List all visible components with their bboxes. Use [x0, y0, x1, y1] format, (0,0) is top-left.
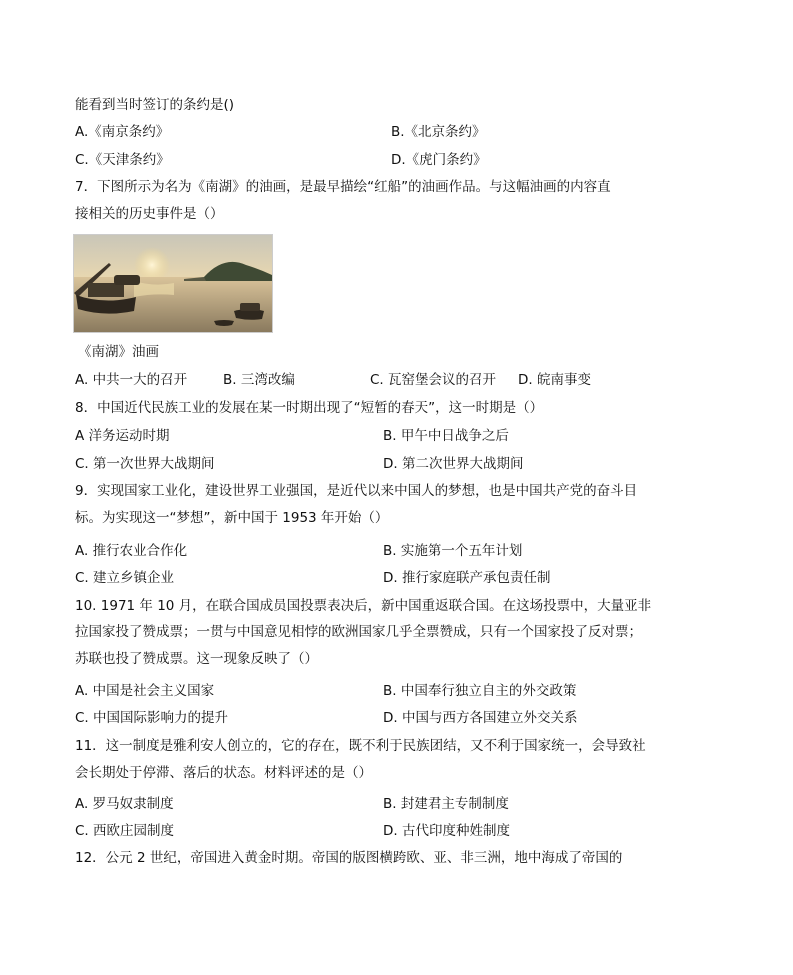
q9-option-a: A. 推行农业合作化 — [75, 543, 188, 559]
q7-stem-line2: 接相关的历史事件是（） — [75, 206, 224, 222]
q10-stem-line3: 苏联也投了赞成票。这一现象反映了（） — [75, 651, 318, 667]
q9-stem-line1: 9．实现国家工业化，建设世界工业强国，是近代以来中国人的梦想，也是中国共产党的奋斗目 — [75, 483, 638, 499]
q10-option-c: C. 中国国际影响力的提升 — [75, 710, 229, 726]
q11-stem-line1: 11．这一制度是雅利安人创立的，它的存在，既不利于民族团结，又不利于国家统一，会导致社 — [75, 738, 646, 754]
q10-option-b: B. 中国奉行独立自主的外交政策 — [383, 683, 577, 699]
q9-option-d: D. 推行家庭联产承包责任制 — [383, 570, 551, 586]
q11-option-a: A. 罗马奴隶制度 — [75, 796, 174, 812]
q12-stem-line1: 12．公元 2 世纪，帝国进入黄金时期。帝国的版图横跨欧、亚、非三洲，地中海成了帝国的 — [75, 850, 623, 866]
q9-option-c: C. 建立乡镇企业 — [75, 570, 175, 586]
q8-option-b: B. 甲午中日战争之后 — [383, 428, 509, 444]
q7-caption: 《南湖》油画 — [78, 344, 159, 360]
q8-stem: 8．中国近代民族工业的发展在某一时期出现了“短暂的春天”，这一时期是（） — [75, 400, 544, 416]
q7-option-b: B. 三湾改编 — [223, 372, 295, 388]
q6-option-a: A.《南京条约》 — [75, 124, 170, 140]
q6-option-b: B.《北京条约》 — [391, 124, 486, 140]
south-lake-painting — [73, 234, 273, 333]
q8-option-d: D. 第二次世界大战期间 — [383, 456, 524, 472]
q11-option-b: B. 封建君主专制制度 — [383, 796, 509, 812]
q6-option-c: C.《天津条约》 — [75, 152, 170, 168]
q11-stem-line2: 会长期处于停滞、落后的状态。材料评述的是（） — [75, 765, 372, 781]
q7-stem-line1: 7．下图所示为名为《南湖》的油画，是最早描绘“红船”的油画作品。与这幅油画的内容直 — [75, 179, 611, 195]
q7-option-c: C. 瓦窑堡会议的召开 — [370, 372, 497, 388]
q6-stem: 能看到当时签订的条约是() — [75, 97, 235, 113]
q10-option-d: D. 中国与西方各国建立外交关系 — [383, 710, 578, 726]
q11-option-d: D. 古代印度种姓制度 — [383, 823, 510, 839]
q9-option-b: B. 实施第一个五年计划 — [383, 543, 523, 559]
q7-option-d: D. 皖南事变 — [518, 372, 591, 388]
q8-option-c: C. 第一次世界大战期间 — [75, 456, 215, 472]
q10-stem-line2: 拉国家投了赞成票；一贯与中国意见相悖的欧洲国家几乎全票赞成，只有一个国家投了反对票； — [75, 624, 642, 640]
q10-option-a: A. 中国是社会主义国家 — [75, 683, 215, 699]
q11-option-c: C. 西欧庄园制度 — [75, 823, 175, 839]
q10-stem-line1: 10. 1971 年 10 月，在联合国成员国投票表决后，新中国重返联合国。在这场投票中，大量亚非 — [75, 598, 652, 614]
q9-stem-line2: 标。为实现这一“梦想”，新中国于 1953 年开始（） — [75, 510, 389, 526]
q8-option-a: A 洋务运动时期 — [75, 428, 170, 444]
q6-option-d: D.《虎门条约》 — [391, 152, 487, 168]
q7-option-a: A. 中共一大的召开 — [75, 372, 188, 388]
